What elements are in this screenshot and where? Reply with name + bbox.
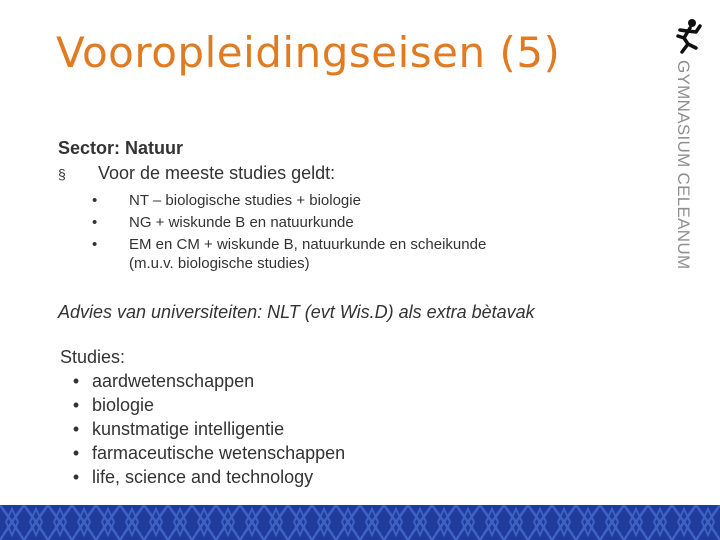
bullet-dot: •: [92, 192, 98, 209]
bullet-dot: •: [72, 419, 80, 439]
sector-heading: Sector: Natuur: [58, 138, 184, 158]
bullet-dot: •: [92, 236, 98, 253]
slide-title: Vooropleidingseisen (5): [56, 28, 561, 77]
list-item: • kunstmatige intelligentie: [60, 417, 345, 441]
school-logo-text: [670, 60, 700, 270]
list-item: • aardwetenschappen: [60, 369, 345, 393]
studies-list: [60, 345, 345, 489]
section-marker: §: [58, 166, 66, 182]
list-item: • NG + wiskunde B en natuurkunde: [92, 212, 486, 234]
list-item: • EM en CM + wiskunde B, natuurkunde en scheikunde: [92, 234, 486, 256]
bullet-dot: •: [72, 395, 80, 415]
sub-bullet-list: [92, 190, 486, 275]
main-bullet: [58, 163, 335, 184]
bullet-dot: •: [72, 467, 80, 487]
list-item: • farmaceutische wetenschappen: [60, 441, 345, 465]
main-bullet-text: Voor de meeste studies geldt:: [98, 163, 336, 183]
bullet-dot: •: [92, 214, 98, 231]
studies-heading: Studies:: [60, 347, 126, 367]
runner-icon: [668, 16, 708, 56]
advice-text: Advies van universiteiten: NLT (evt Wis.D) als extra bètavak: [58, 302, 535, 322]
bullet-dot: •: [72, 443, 80, 463]
svg-text:GYMNASIUM CELEANUM: GYMNASIUM CELEANUM: [674, 60, 693, 270]
list-item: • NT – biologische studies + biologie: [92, 190, 486, 212]
decorative-band: [0, 505, 720, 540]
list-item-continuation: (m.u.v. biologische studies): [129, 255, 310, 272]
list-item: • biologie: [60, 393, 345, 417]
list-item: • life, science and technology: [60, 465, 345, 489]
bullet-dot: •: [72, 371, 80, 391]
